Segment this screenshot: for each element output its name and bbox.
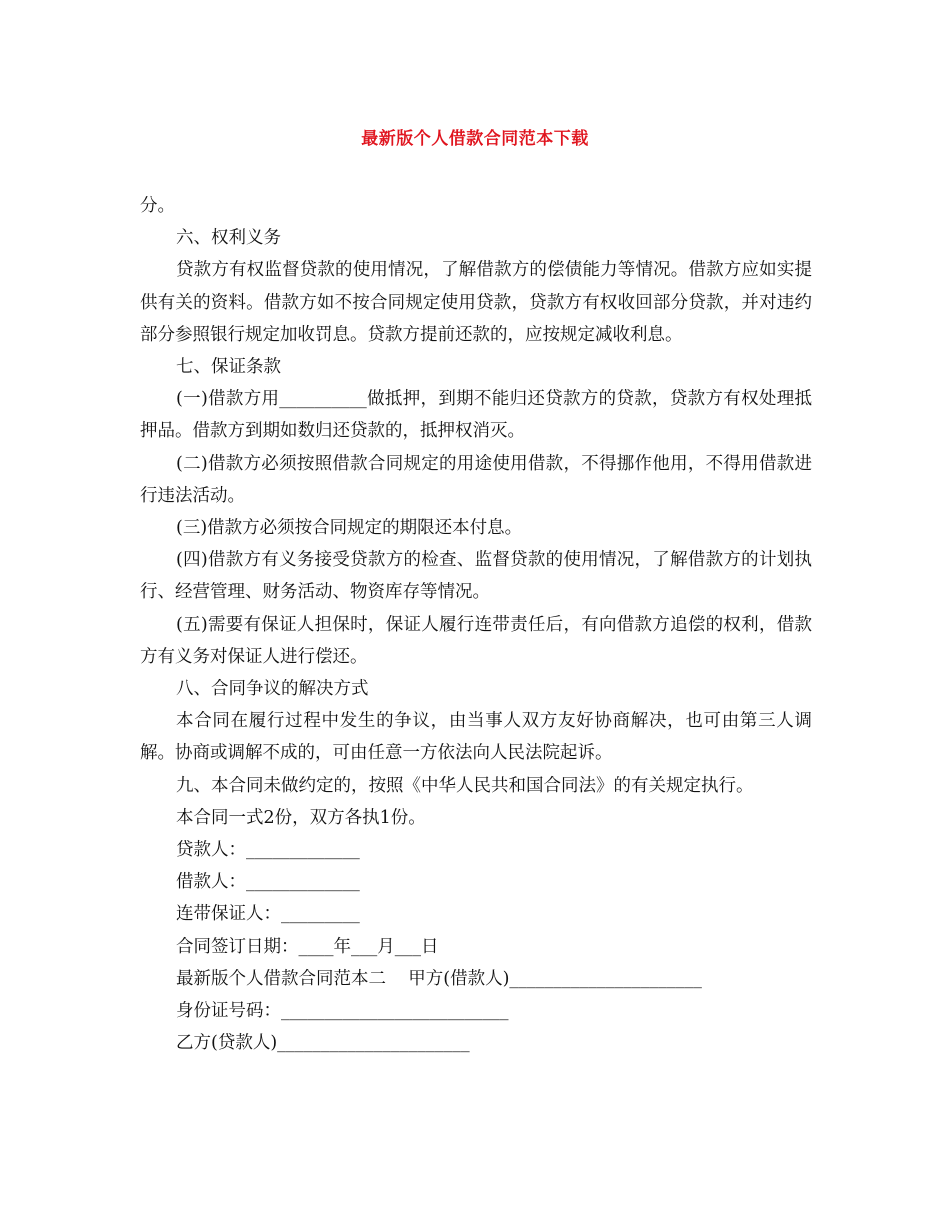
document-body [140, 190, 812, 1059]
lender-signature-line: 贷款人：_____________ [176, 840, 360, 861]
paragraph: 分。 [140, 196, 175, 216]
paragraph: (四)借款方有义务接受贷款方的检查、监督贷款的使用情况，了解借款方的计划执行、经营管理、财务活动、物资库存等情况。 [140, 550, 812, 603]
id-number-line: 身份证号码：__________________________ [176, 1001, 509, 1022]
document-title: 最新版个人借款合同范本下载 [361, 129, 589, 149]
section-heading: 八、合同争议的解决方式 [176, 679, 369, 700]
paragraph: (三)借款方必须按合同规定的期限还本付息。 [176, 518, 523, 539]
paragraph: 本合同一式2份，双方各执1份。 [176, 807, 426, 828]
paragraph: (二)借款方必须按照借款合同规定的用途使用借款，不得挪作他用，不得用借款进行违法活动。 [140, 453, 812, 506]
guarantor-signature-line: 连带保证人：_________ [176, 904, 360, 925]
party-b-line: 乙方(贷款人)______________________ [176, 1033, 470, 1054]
borrower-signature-line: 借款人：_____________ [176, 872, 360, 893]
section-heading: 七、保证条款 [176, 357, 281, 378]
paragraph: 九、本合同未做约定的，按照《中华人民共和国合同法》的有关规定执行。 [176, 775, 754, 796]
sign-date-line: 合同签订日期：____年___月___日 [176, 936, 439, 957]
paragraph: (五)需要有保证人担保时，保证人履行连带责任后，有向借款方追偿的权利，借款方有义务对保证人进行偿还。 [140, 614, 812, 667]
section-heading: 六、权利义务 [176, 228, 281, 249]
paragraph: (一)借款方用__________做抵押，到期不能归还贷款方的贷款，贷款方有权处理抵押品。借款方到期如数归还贷款的，抵押权消灭。 [140, 389, 812, 442]
party-a-line: 最新版个人借款合同范本二 甲方(借款人)______________________ [176, 968, 702, 989]
paragraph: 本合同在履行过程中发生的争议，由当事人双方友好协商解决，也可由第三人调解。协商或调解不成的，可由任意一方依法向人民法院起诉。 [140, 711, 812, 764]
paragraph: 贷款方有权监督贷款的使用情况，了解借款方的偿债能力等情况。借款方应如实提供有关的资料。借款方如不按合同规定使用贷款，贷款方有权收回部分贷款，并对违约部分参照银行规定加收罚息。贷款方提前还款的，应按规定减收利息。 [140, 260, 812, 345]
